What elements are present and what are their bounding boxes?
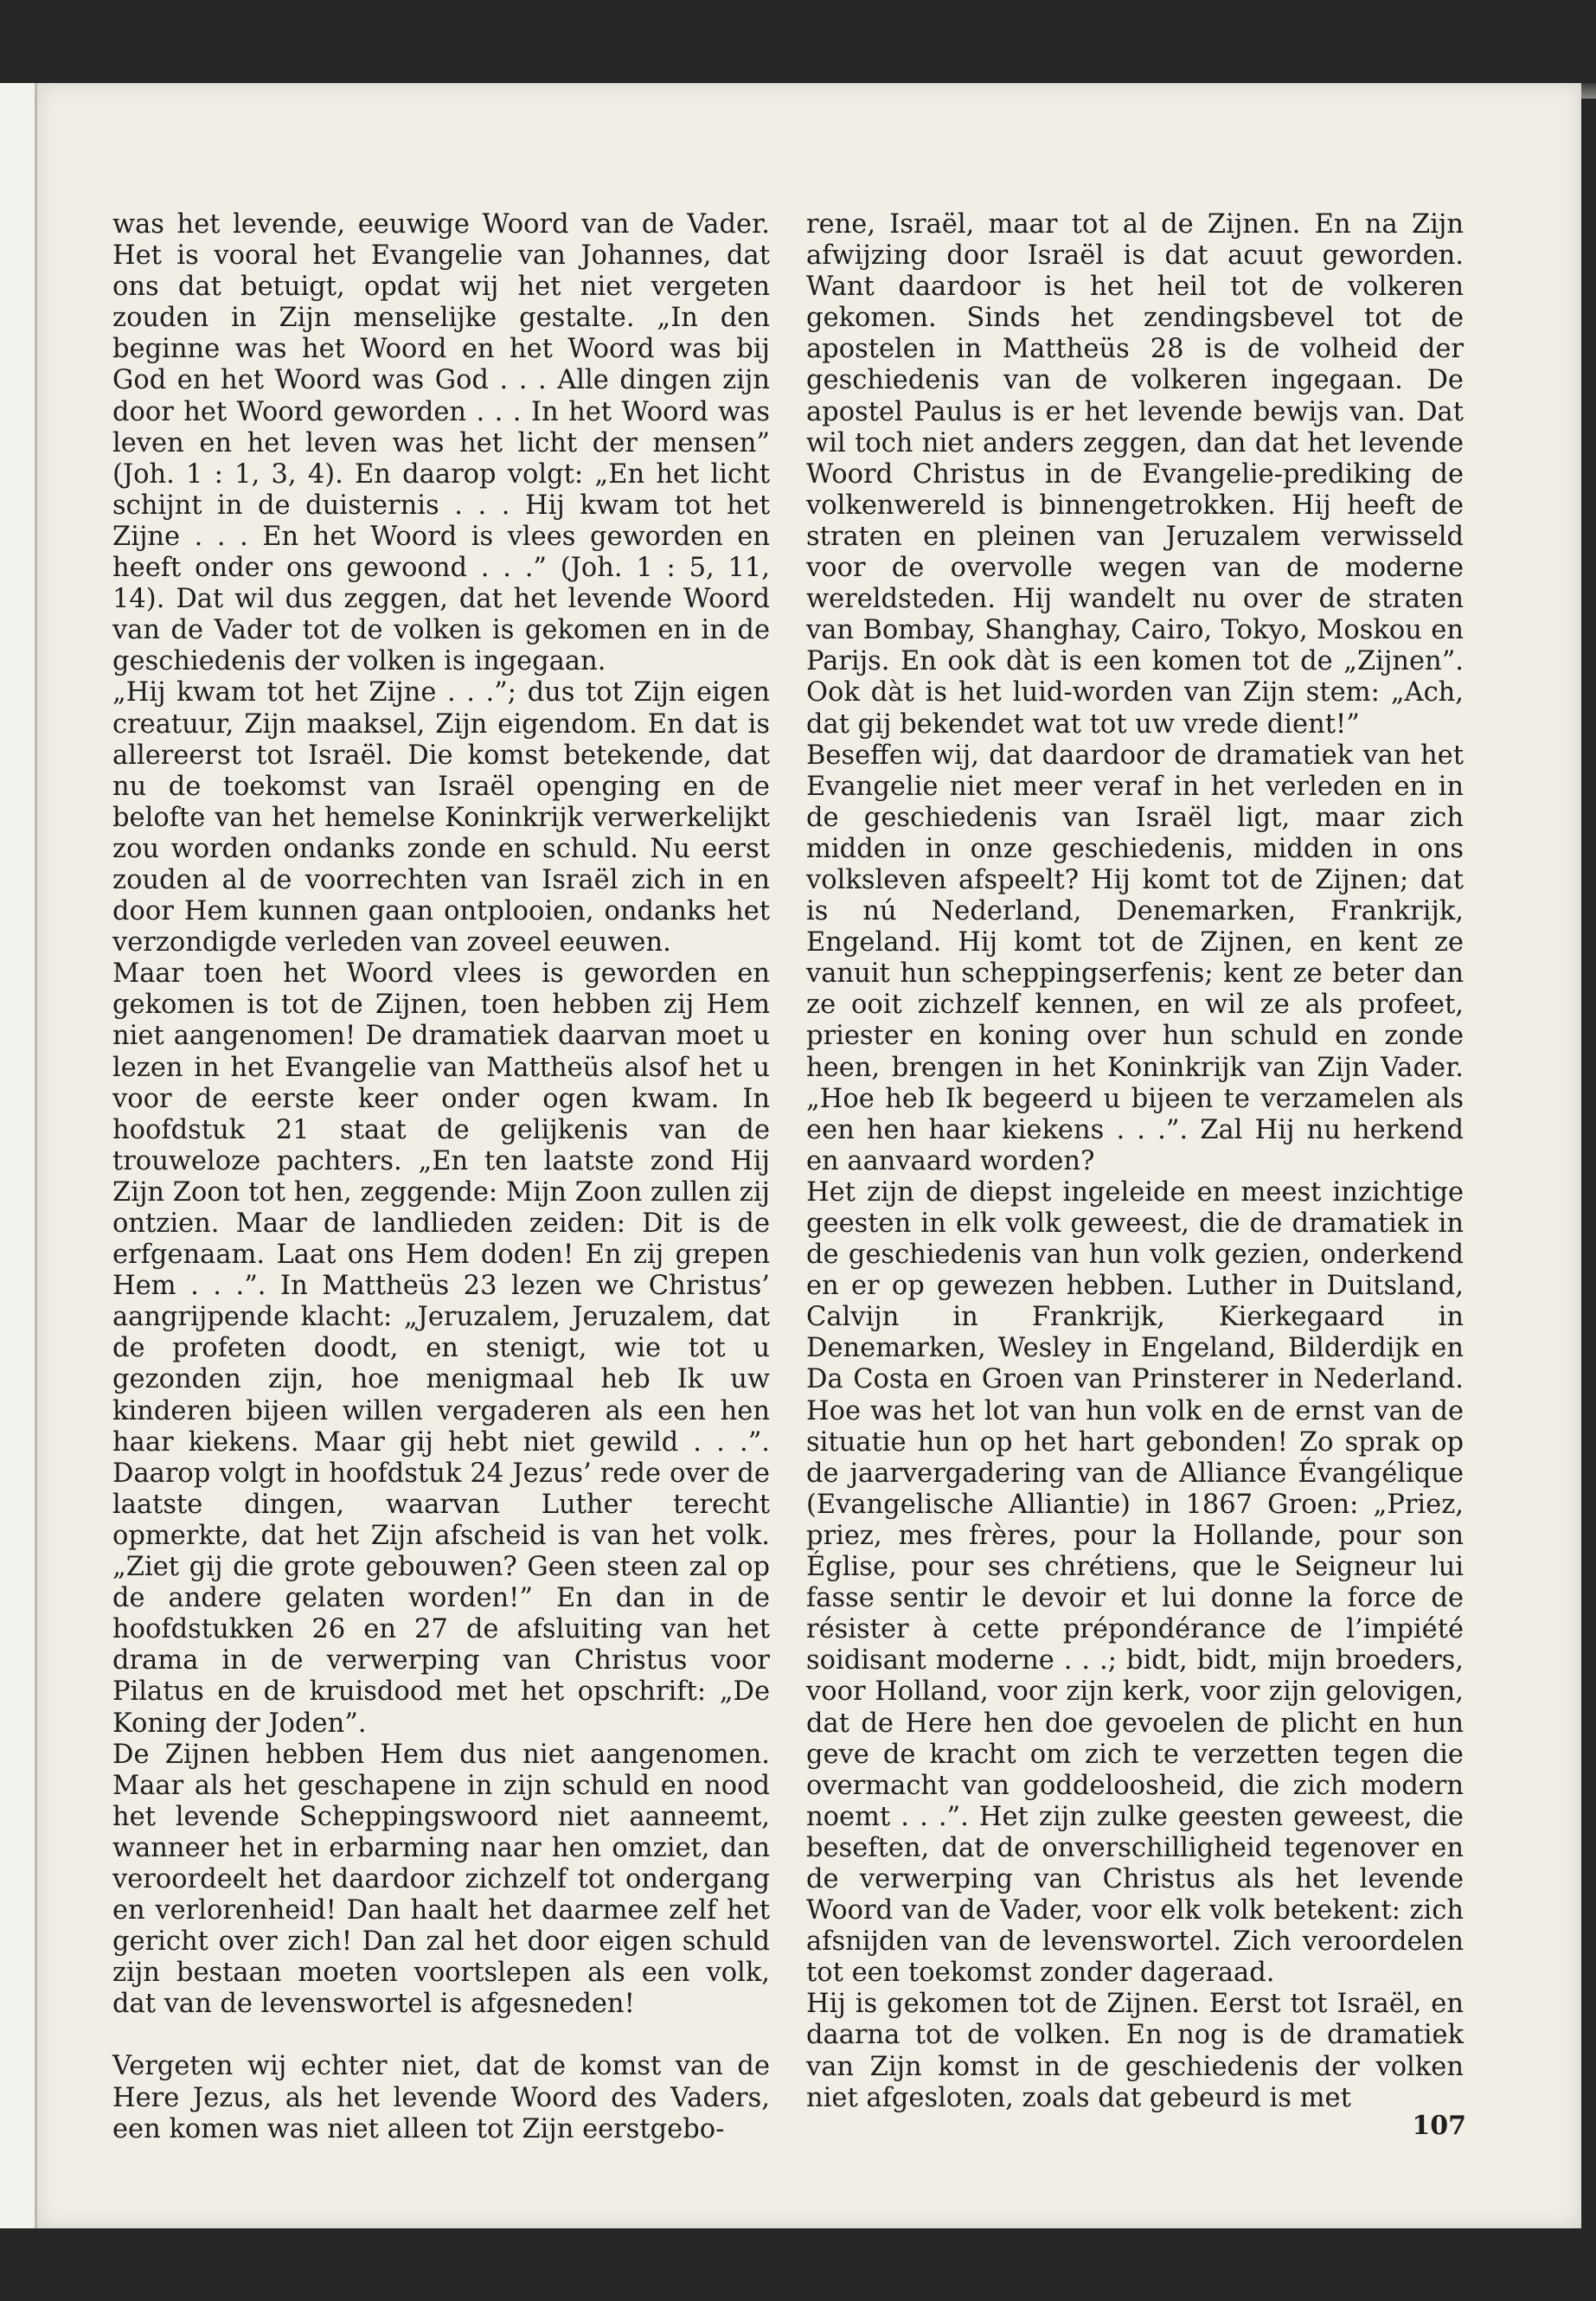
page-number: 107 [1412, 2111, 1466, 2141]
right-text-column [806, 209, 1464, 2114]
paragraph: De Zijnen hebben Hem dus niet aangenomen. Maar als het geschapene in zijn schuld en nood het levende Scheppingswoord niet aanneemt, wanneer het in erbarming naar hen omziet, dan veroordeelt het daardoor zichzelf tot ondergang en verlorenheid! Dan haalt het daarmee zelf het gericht over zich! Dan zal het door eigen schuld zijn bestaan moeten voortslepen als een volk, dat van de levenswortel is afgesneden! [112, 1739, 770, 2020]
paragraph: was het levende, eeuwige Woord van de Vader. Het is vooral het Evangelie van Johannes, dat ons dat betuigt, opdat wij het niet vergeten zouden in Zijn menselijke gestalte. „In den beginne was het Woord en het Woord was bij God en het Woord was God . . . Alle dingen zijn door het Woord geworden . . . In het Woord was leven en het leven was het licht der mensen” (Joh. 1 : 1, 3, 4). En daarop volgt: „En het licht schijnt in de duisternis . . . Hij kwam tot het Zijne . . . En het Woord is vlees geworden en heeft onder ons gewoond . . .” (Joh. 1 : 5, 11, 14). Dat wil dus zeggen, dat het levende Woord van de Vader tot de volken is gekomen en in de geschiedenis der volken is ingegaan. [112, 209, 770, 677]
paragraph: Het zijn de diepst ingeleide en meest inzichtige geesten in elk volk geweest, die de dramatiek in de geschiedenis van hun volk gezien, onderkend en er op gewezen hebben. Luther in Duitsland, Calvijn in Frankrijk, Kierkegaard in Denemarken, Wesley in Engeland, Bilderdijk en Da Costa en Groen van Prinsterer in Nederland. Hoe was het lot van hun volk en de ernst van de situatie hun op het hart gebonden! Zo sprak op de jaarvergadering van de Alliance Évangélique (Evangelische Alliantie) in 1867 Groen: „Priez, priez, mes frères, pour la Hollande, pour son Église, pour ses chrétiens, que le Seigneur lui fasse sentir le devoir et lui donne la force de résister à cette prépondérance de l’impiété soidisant moderne . . .; bidt, bidt, mijn broeders, voor Holland, voor zijn kerk, voor zijn gelovigen, dat de Here hen doe gevoelen de plicht en hun geve de kracht om zich te verzetten tegen die overmacht van goddeloosheid, die zich modern noemt . . .”. Het zijn zulke geesten geweest, die beseften, dat de onverschilligheid tegenover en de verwerping van Christus als het levende Woord van de Vader, voor elk volk betekent: zich afsnijden van de levenswortel. Zich veroordelen tot een toekomst zonder dageraad. [806, 1176, 1464, 1989]
paragraph: „Hij kwam tot het Zijne . . .”; dus tot Zijn eigen creatuur, Zijn maaksel, Zijn eigendom. En dat is allereerst tot Israël. Die komst betekende, dat nu de toekomst van Israël openging en de belofte van het hemelse Koninkrijk verwerkelijkt zou worden ondanks zonde en schuld. Nu eerst zouden al de voorrechten van Israël zich in en door Hem kunnen gaan ontplooien, ondanks het verzondigde verleden van zoveel eeuwen. [112, 677, 770, 958]
paragraph: rene, Israël, maar tot al de Zijnen. En na Zijn afwijzing door Israël is dat acuut geworden. Want daardoor is het heil tot de volkeren gekomen. Sinds het zendingsbevel tot de apostelen in Mattheüs 28 is de volheid der geschiedenis van de volkeren ingegaan. De apostel Paulus is er het levende bewijs van. Dat wil toch niet anders zeggen, dan dat het levende Woord Christus in de Evangelie-prediking de volkenwereld is binnengetrokken. Hij heeft de straten en pleinen van Jeruzalem verwisseld voor de overvolle wegen van de moderne wereldsteden. Hij wandelt nu over de straten van Bombay, Shanghay, Cairo, Tokyo, Moskou en Parijs. En ook dàt is een komen tot de „Zijnen”. Ook dàt is het luid-worden van Zijn stem: „Ach, dat gij bekendet wat tot uw vrede dient!” [806, 209, 1464, 740]
book-left-page-edge [0, 83, 36, 2228]
left-text-column [112, 209, 770, 2145]
paragraph: Hij is gekomen tot de Zijnen. Eerst tot Israël, en daarna tot de volken. En nog is de dramatiek van Zijn komst in de geschiedenis der volken niet afgesloten, zoals dat gebeurd is met [806, 1989, 1464, 2113]
paragraph: Maar toen het Woord vlees is geworden en gekomen is tot de Zijnen, toen hebben zij Hem niet aangenomen! De dramatiek daarvan moet u lezen in het Evangelie van Mattheüs alsof het u voor de eerste keer onder ogen kwam. In hoofdstuk 21 staat de gelijkenis van de trouweloze pachters. „En ten laatste zond Hij Zijn Zoon tot hen, zeggende: Mijn Zoon zullen zij ontzien. Maar de landlieden zeiden: Dit is de erfgenaam. Laat ons Hem doden! En zij grepen Hem . . .”. In Mattheüs 23 lezen we Christus’ aangrijpende klacht: „Jeruzalem, Jeruzalem, dat de profeten doodt, en stenigt, wie tot u gezonden zijn, hoe menigmaal heb Ik uw kinderen bijeen willen vergaderen als een hen haar kiekens. Maar gij hebt niet gewild . . .”. Daarop volgt in hoofdstuk 24 Jezus’ rede over de laatste dingen, waarvan Luther terecht opmerkte, dat het Zijn afscheid is van het volk. „Ziet gij die grote gebouwen? Geen steen zal op de andere gelaten worden!” En dan in de hoofdstukken 26 en 27 de afsluiting van het drama in de verwerping van Christus voor Pilatus en de kruisdood met het opschrift: „De Koning der Joden”. [112, 958, 770, 1739]
paragraph-gap [112, 2020, 770, 2051]
paragraph: Vergeten wij echter niet, dat de komst van de Here Jezus, als het levende Woord des Vaders, een komen was niet alleen tot Zijn eerstgebo- [112, 2051, 770, 2144]
paragraph: Beseffen wij, dat daardoor de dramatiek van het Evangelie niet meer veraf in het verleden en in de geschiedenis van Israël ligt, maar zich midden in onze geschiedenis, midden in ons volksleven afspeelt? Hij komt tot de Zijnen; dat is nú Nederland, Denemarken, Frankrijk, Engeland. Hij komt tot de Zijnen, en kent ze vanuit hun scheppingserfenis; kent ze beter dan ze ooit zichzelf kennen, en wil ze als profeet, priester en koning over hun schuld en zonde heen, brengen in het Koninkrijk van Zijn Vader. „Hoe heb Ik begeerd u bijeen te verzamelen als een hen haar kiekens . . .”. Zal Hij nu herkend en aanvaard worden? [806, 740, 1464, 1176]
